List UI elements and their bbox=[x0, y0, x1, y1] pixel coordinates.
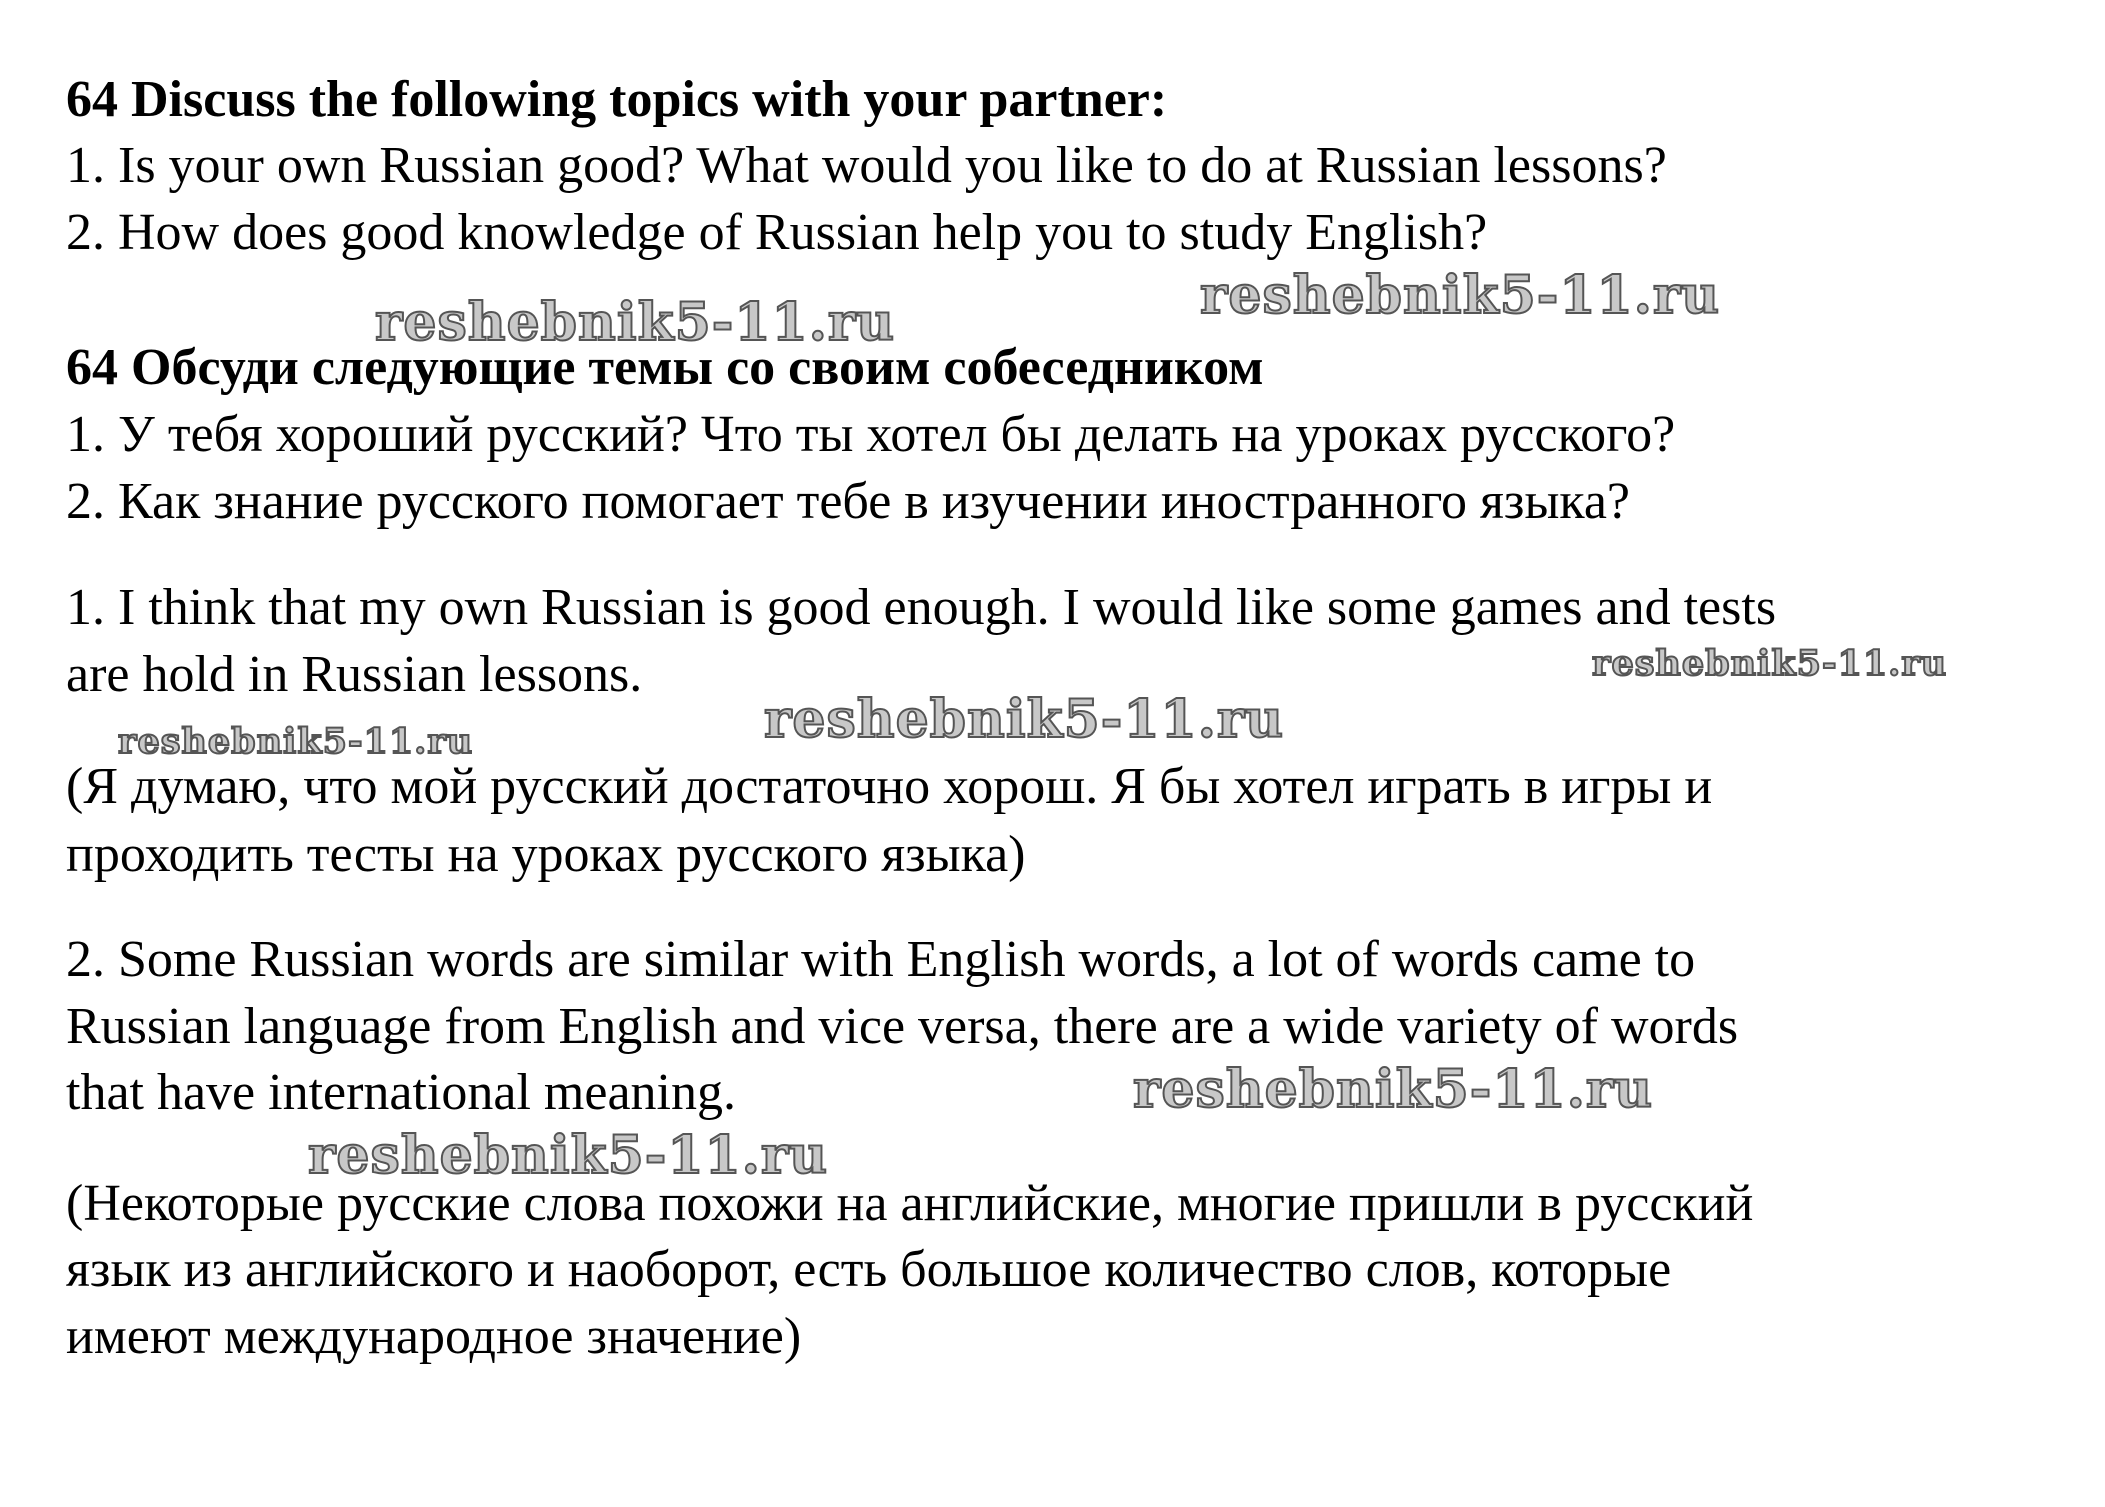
watermark: reshebnik5-11.ru bbox=[118, 721, 474, 762]
watermark: reshebnik5-11.ru bbox=[375, 292, 896, 353]
task-question-2-en: 2. How does good knowledge of Russian help you to study English? bbox=[66, 204, 1488, 261]
task-heading-ru: 64 Обсуди следующие темы со своим собеседником bbox=[66, 339, 1264, 396]
answer-1-ru-line-2: проходить тесты на уроках русского языка) bbox=[66, 826, 1026, 883]
answer-2-ru-line-3: имеют международное значение) bbox=[66, 1308, 802, 1365]
answer-2-ru-line-2: язык из английского и наоборот, есть большое количество слов, которые bbox=[66, 1241, 1672, 1298]
answer-1-en-line-2: are hold in Russian lessons. bbox=[66, 646, 643, 703]
answer-1-ru-line-1: (Я думаю, что мой русский достаточно хорош. Я бы хотел играть в игры и bbox=[66, 758, 1713, 815]
watermark: reshebnik5-11.ru bbox=[1592, 643, 1948, 684]
task-question-2-ru: 2. Как знание русского помогает тебе в изучении иностранного языка? bbox=[66, 473, 1631, 530]
watermark: reshebnik5-11.ru bbox=[1133, 1059, 1654, 1120]
task-question-1-ru: 1. У тебя хороший русский? Что ты хотел бы делать на уроках русского? bbox=[66, 406, 1676, 463]
watermark: reshebnik5-11.ru bbox=[1200, 265, 1721, 326]
answer-1-en-line-1: 1. I think that my own Russian is good enough. I would like some games and tests bbox=[66, 579, 1777, 636]
watermark: reshebnik5-11.ru bbox=[764, 689, 1285, 750]
task-heading-en: 64 Discuss the following topics with your partner: bbox=[66, 71, 1168, 128]
watermark: reshebnik5-11.ru bbox=[308, 1125, 829, 1186]
answer-2-en-line-3: that have international meaning. bbox=[66, 1064, 736, 1121]
answer-2-en-line-2: Russian language from English and vice versa, there are a wide variety of words bbox=[66, 998, 1739, 1055]
answer-2-en-line-1: 2. Some Russian words are similar with English words, a lot of words came to bbox=[66, 931, 1696, 988]
task-question-1-en: 1. Is your own Russian good? What would you like to do at Russian lessons? bbox=[66, 137, 1667, 194]
answer-2-ru-line-1: (Некоторые русские слова похожи на английские, многие пришли в русский bbox=[66, 1175, 1754, 1232]
